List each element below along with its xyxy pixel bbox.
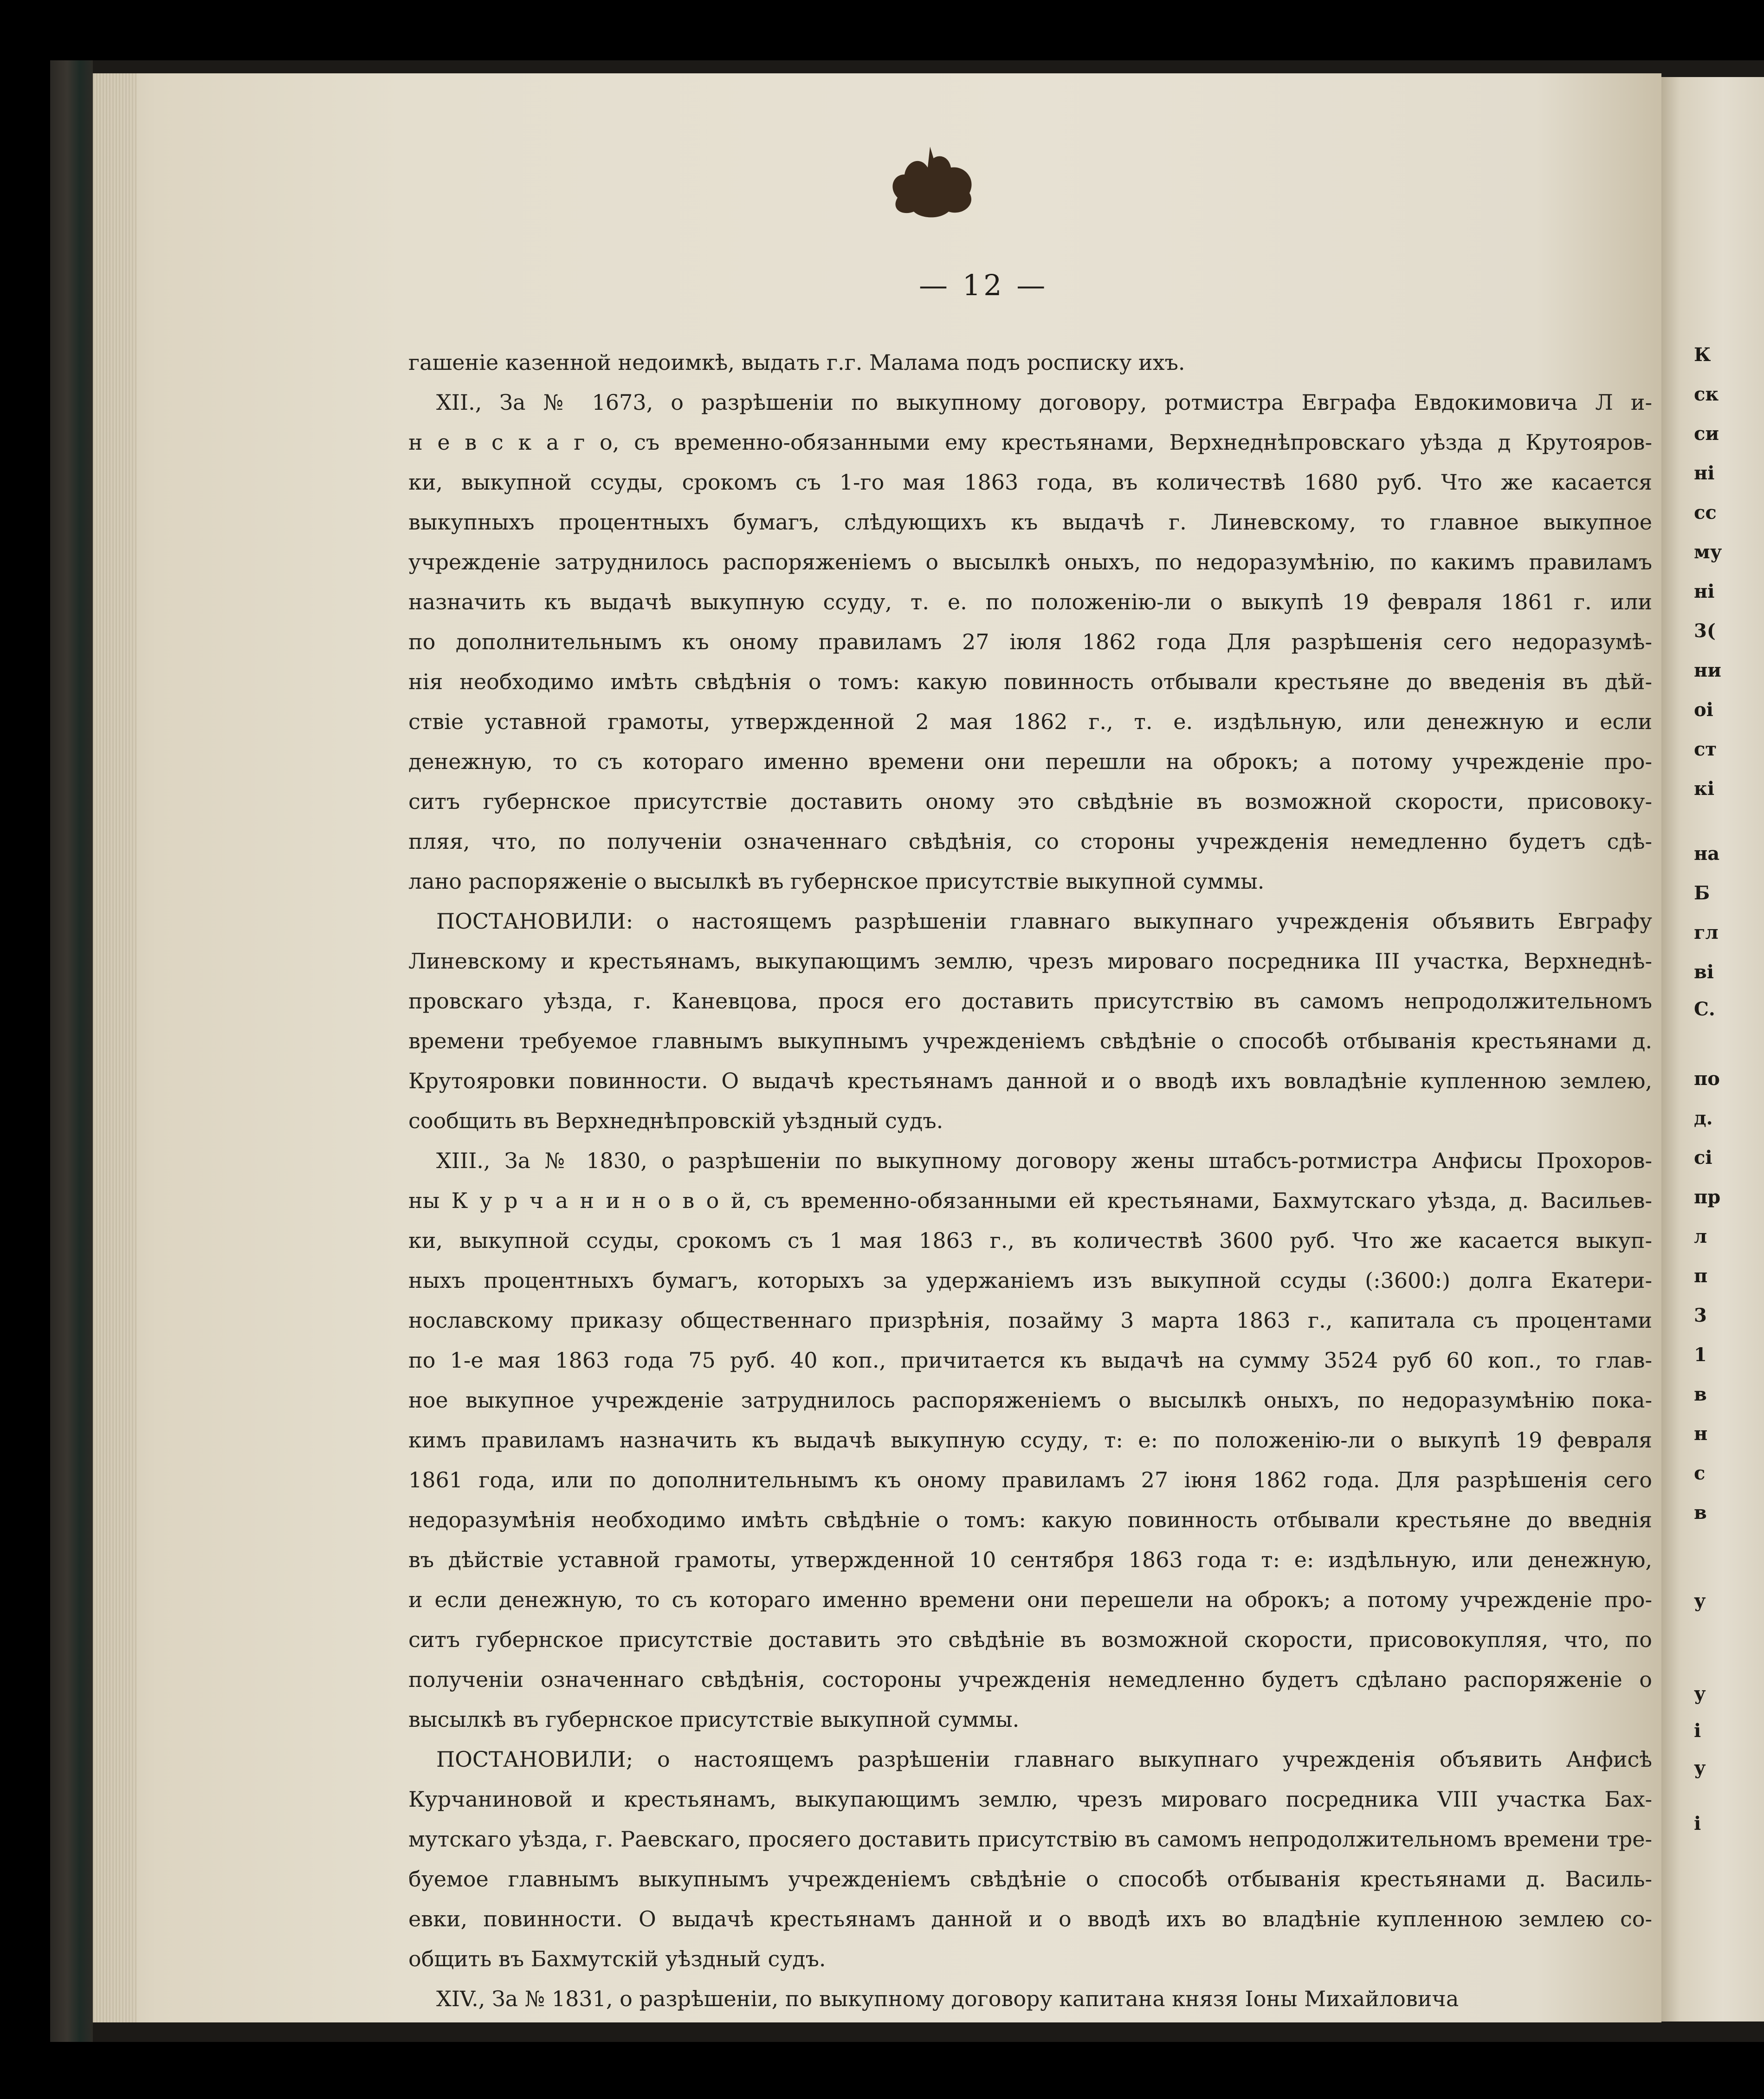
text-line: провскаго уѣзда, г. Каневцова, прося его доставить присутствію въ самомъ непродолжительномъ xyxy=(408,988,1652,1014)
text-line: XIV., За № 1831, о разрѣшеніи, по выкупному договору капитана князя Іоны Михайловича xyxy=(436,1986,1459,2011)
scan-background xyxy=(50,60,1764,2042)
facing-page-fragment: ві xyxy=(1694,961,1714,983)
text-line: ситъ губернское присутствіе доставить оному это свѣдѣніе въ возможной скорости, присовоку- xyxy=(408,789,1652,814)
ink-blot-stamp xyxy=(884,142,981,221)
text-line: ны К у р ч а н и н о в о й, съ временно-обязанными ей крестьянами, Бахмутскаго уѣзда, д. Васильев- xyxy=(408,1188,1652,1213)
facing-page-fragment: у xyxy=(1694,1683,1706,1705)
facing-page-fragment: в xyxy=(1694,1502,1707,1524)
facing-page-fragment: і xyxy=(1694,1813,1701,1834)
document-page xyxy=(93,73,1661,2022)
text-line: выкупныхъ процентныхъ бумагъ, слѣдующихъ къ выдачѣ г. Линевскому, то главное выкупное xyxy=(408,510,1652,535)
text-line: н е в с к а г о, съ временно-обязанными ему крестьянами, Верхнеднѣпровскаго уѣзда д Крутояров- xyxy=(408,430,1652,455)
facing-page-fragment: л xyxy=(1694,1226,1707,1247)
facing-page-fragment: в xyxy=(1694,1383,1707,1405)
facing-page-fragment: К xyxy=(1694,344,1711,366)
facing-page-fragment: ни xyxy=(1694,659,1721,681)
page-number: — 12 — xyxy=(919,268,1048,302)
text-line: евки, повинности. О выдачѣ крестьянамъ данной и о вводѣ ихъ во владѣніе купленною землею со- xyxy=(408,1906,1652,1931)
facing-page-fragment: сс xyxy=(1694,502,1717,523)
text-line: ситъ губернское присутствіе доставить это свѣдѣніе въ возможной скорости, присовокупляя, что, по xyxy=(408,1627,1652,1652)
text-line: времени требуемое главнымъ выкупнымъ учрежденіемъ свѣдѣніе о способѣ отбыванія крестьянами д. xyxy=(408,1028,1652,1053)
facing-page-fragment: н xyxy=(1694,1423,1708,1445)
facing-page-fragment: ст xyxy=(1694,738,1717,760)
page-stack-edges xyxy=(93,73,137,2022)
facing-page-fragment: с xyxy=(1694,1462,1706,1484)
text-line: ныхъ процентныхъ бумагъ, которыхъ за удержаніемъ изъ выкупной ссуды (:3600:) долга Екатери- xyxy=(408,1268,1652,1293)
text-line: высылкѣ въ губернское присутствіе выкупной суммы. xyxy=(408,1707,1020,1732)
facing-page-fragment: на xyxy=(1694,843,1720,865)
text-line: 1861 года, или по дополнительнымъ къ оному правиламъ 27 іюня 1862 года. Для разрѣшенія сего xyxy=(408,1467,1652,1492)
text-line: по дополнительнымъ къ оному правиламъ 27 іюля 1862 года Для разрѣшенія сего недоразумѣ- xyxy=(408,629,1652,654)
text-line: по 1-е мая 1863 года 75 руб. 40 коп., причитается къ выдачѣ на сумму 3524 руб 60 коп., то глав- xyxy=(408,1348,1652,1373)
facing-page-fragment: оі xyxy=(1694,699,1713,721)
text-line: ПОСТАНОВИЛИ: о настоящемъ разрѣшеніи главнаго выкупнаго учрежденія объявить Евграфу xyxy=(436,909,1652,934)
paragraph-p6 xyxy=(408,1979,1652,2019)
facing-page-fragment: ні xyxy=(1694,462,1715,484)
text-line: Крутояровки повинности. О выдачѣ крестьянамъ данной и о вводѣ ихъ вовладѣніе купленною землею, xyxy=(408,1068,1652,1093)
facing-page-fragment: ск xyxy=(1694,383,1719,405)
text-line: назначить къ выдачѣ выкупную ссуду, т. е. по положенію-ли о выкупѣ 19 февраля 1861 г. или xyxy=(408,589,1652,614)
paragraph-p4 xyxy=(408,1141,1652,1739)
text-line: XIII., За № 1830, о разрѣшеніи по выкупному договору жены штабсъ-ротмистра Анфисы Прохоров- xyxy=(436,1148,1652,1173)
facing-page-fragment: у xyxy=(1694,1757,1706,1779)
text-line: сообщить въ Верхнеднѣпровскій уѣздный судъ. xyxy=(408,1108,943,1133)
text-line: пляя, что, по полученіи означеннаго свѣдѣнія, со стороны учрежденія немедленно будетъ сдѣ- xyxy=(408,829,1652,854)
text-line: ствіе уставной грамоты, утвержденной 2 мая 1862 г., т. е. издѣльную, или денежную и если xyxy=(408,709,1652,734)
text-line: ПОСТАНОВИЛИ; о настоящемъ разрѣшеніи главнаго выкупнаго учрежденія объявить Анфисѣ xyxy=(436,1747,1652,1772)
text-line: нославскому приказу общественнаго призрѣнія, позайму 3 марта 1863 г., капитала съ процентами xyxy=(408,1308,1652,1333)
text-line: ки, выкупной ссуды, срокомъ съ 1-го мая 1863 года, въ количествѣ 1680 руб. Что же касается xyxy=(408,470,1652,495)
text-line: полученіи означеннаго свѣдѣнія, состороны учрежденія немедленно будетъ сдѣлано распоряженіе о xyxy=(408,1667,1652,1692)
text-line: гашеніе казенной недоимкѣ, выдать г.г. Малама подъ росписку ихъ. xyxy=(408,350,1185,375)
facing-page-fragment: С. xyxy=(1694,998,1715,1020)
paragraph-p3 xyxy=(408,901,1652,1141)
text-line: ки, выкупной ссуды, срокомъ съ 1 мая 1863 г., въ количествѣ 3600 руб. Что же касается выкуп- xyxy=(408,1228,1652,1253)
text-line: денежную, то съ котораго именно времени они перешли на оброкъ; а потому учрежденіе про- xyxy=(408,749,1652,774)
facing-page-fragment: 3( xyxy=(1694,620,1716,642)
text-line: въ дѣйствіе уставной грамоты, утвержденной 10 сентября 1863 года т: е: издѣльную, или денежную, xyxy=(408,1547,1652,1572)
paragraph-p1 xyxy=(408,342,1652,382)
facing-page-fragment: п xyxy=(1694,1265,1708,1287)
text-line: мутскаго уѣзда, г. Раевскаго, просяего доставить присутствію въ самомъ непродолжительномъ времени тре- xyxy=(408,1827,1652,1852)
book-binding xyxy=(50,60,93,2042)
text-body xyxy=(408,342,1652,2019)
text-line: Курчаниновой и крестьянамъ, выкупающимъ землю, чрезъ мироваго посредника VIII участка Бах- xyxy=(408,1787,1652,1812)
paragraph-p5 xyxy=(408,1739,1652,1979)
facing-page-fragment: ні xyxy=(1694,581,1715,602)
facing-page-fragment: сі xyxy=(1694,1147,1712,1169)
facing-page-fragment: Б xyxy=(1694,882,1710,904)
facing-page-fragment: пр xyxy=(1694,1186,1721,1208)
facing-page-fragment: кі xyxy=(1694,778,1715,800)
facing-page-fragment: д. xyxy=(1694,1107,1713,1129)
text-line: общить въ Бахмутскій уѣздный судъ. xyxy=(408,1946,826,1971)
facing-page-fragment: 1 xyxy=(1694,1344,1707,1366)
paragraph-p2 xyxy=(408,382,1652,901)
text-line: XII., За № 1673, о разрѣшеніи по выкупному договору, ротмистра Евграфа Евдокимовича Л и- xyxy=(436,390,1652,415)
facing-page-fragment: 3 xyxy=(1694,1305,1707,1326)
facing-page xyxy=(1661,77,1764,2021)
text-line: нія необходимо имѣть свѣдѣнія о томъ: какую повинность отбывали крестьяне до введенія въ дѣй- xyxy=(408,669,1652,694)
text-line: и если денежную, то съ котораго именно времени они перешели на оброкъ; а потому учрежденіе про- xyxy=(408,1587,1652,1612)
facing-page-fragment: му xyxy=(1694,541,1722,563)
facing-page-fragment: гл xyxy=(1694,922,1719,943)
facing-page-fragment: у xyxy=(1694,1590,1706,1612)
facing-page-fragment: по xyxy=(1694,1068,1720,1090)
text-line: лано распоряженіе о высылкѣ въ губернское присутствіе выкупной суммы. xyxy=(408,869,1265,894)
facing-page-fragment: си xyxy=(1694,423,1719,445)
text-line: учрежденіе затруднилось распоряженіемъ о высылкѣ оныхъ, по недоразумѣнію, по какимъ правиламъ xyxy=(408,549,1652,575)
text-line: недоразумѣнія необходимо имѣть свѣдѣніе о томъ: какую повинность отбывали крестьяне до введнія xyxy=(408,1507,1652,1532)
text-line: Линевскому и крестьянамъ, выкупающимъ землю, чрезъ мироваго посредника III участка, Верхнеднѣ- xyxy=(408,949,1652,974)
facing-page-fragment: і xyxy=(1694,1720,1701,1742)
text-line: ное выкупное учрежденіе затруднилось распоряженіемъ о высылкѣ оныхъ, по недоразумѣнію пока- xyxy=(408,1388,1652,1413)
text-line: буемое главнымъ выкупнымъ учрежденіемъ свѣдѣніе о способѣ отбыванія крестьянами д. Василь- xyxy=(408,1866,1652,1892)
text-line: кимъ правиламъ назначить къ выдачѣ выкупную ссуду, т: е: по положенію-ли о выкупѣ 19 февраля xyxy=(408,1427,1652,1453)
